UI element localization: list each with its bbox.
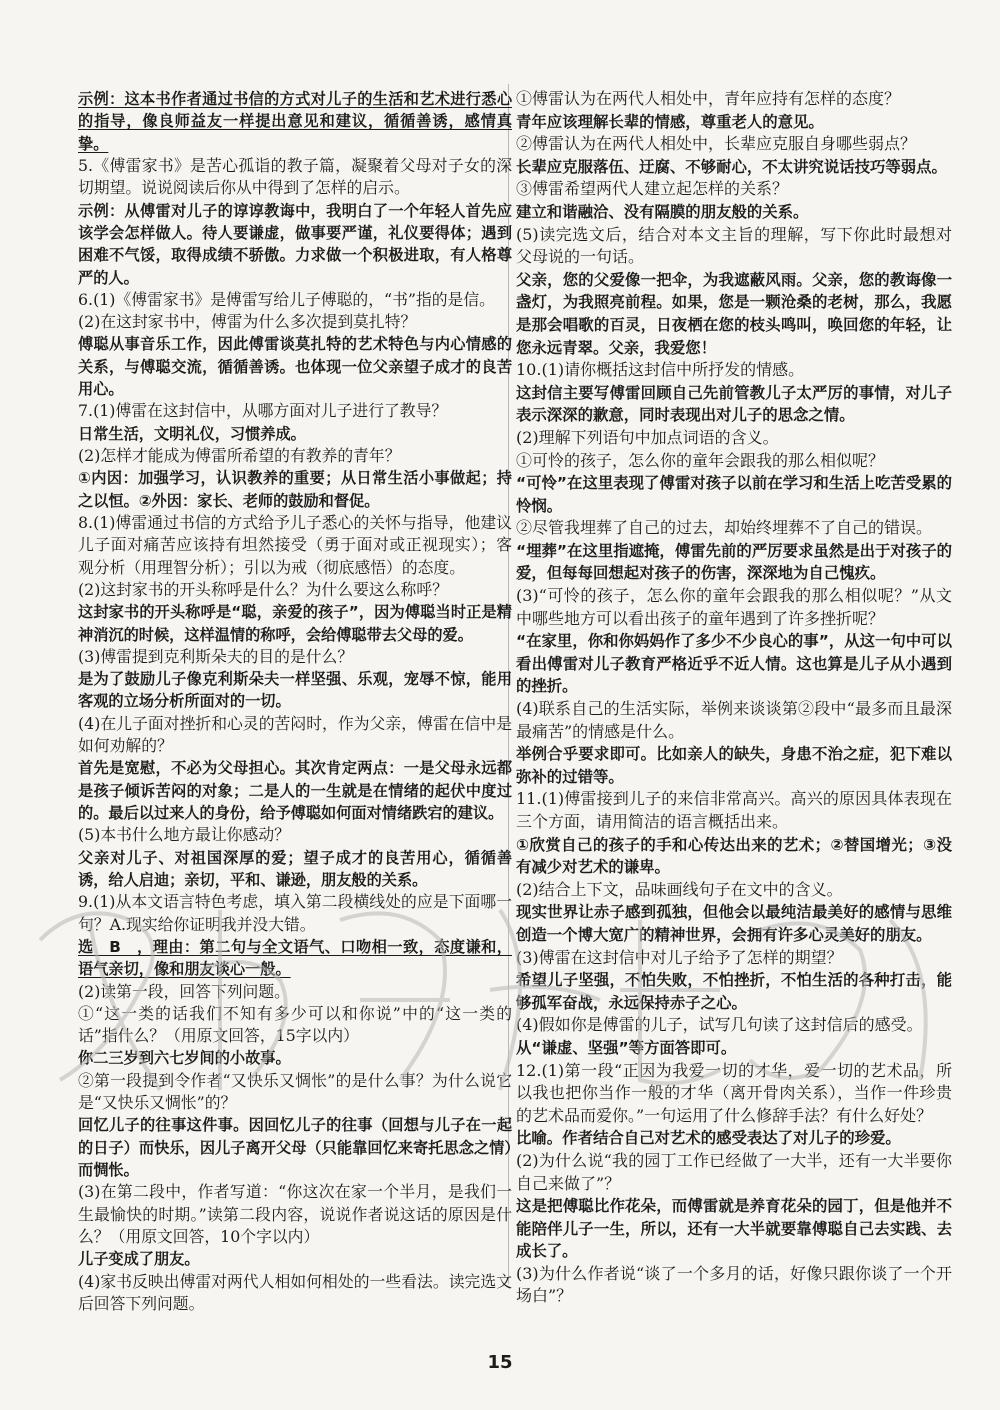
question-text: 11.(1)傅雷接到儿子的来信非常高兴。高兴的原因具体表现在三个方面，请用简洁的语言概括出来。 bbox=[516, 789, 952, 831]
question-text: (2)怎样才能成为傅雷所希望的有教养的青年？ bbox=[78, 446, 401, 465]
answer-text: 父亲，您的父爱像一把伞，为我遮蔽风雨。父亲，您的教诲像一盏灯，为我照亮前程。如果，您是一颗沧桑的老树，那么，我愿是那会唱歌的百灵，日夜栖在您的枝头鸣叫，唤回您的年轻，让您永远青翠。父亲，我爱您！ bbox=[516, 270, 952, 357]
question-text: (2)这封家书的开头称呼是什么？为什么要这么称呼？ bbox=[78, 579, 448, 599]
question-text: 9.(1)从本文语言特色考虑，填入第二段横线处的应是下面哪一句？A.现实给你证明我并没大错。 bbox=[78, 892, 512, 934]
answer-text: “可怜”在这里表现了傅雷对孩子以前在学习和生活上吃苦受累的怜悯。 bbox=[516, 474, 952, 515]
question-text: 12.(1)第一段“正因为我爱一切的才华，爱一切的艺术品，所以我也把你当作一般的才华（离开骨肉关系），当作一件珍贵的艺术品而爱你。”一句运用了什么修辞手法？有什么好处？ bbox=[516, 1060, 952, 1125]
answer-text: ①内因：加强学习，认识教养的重要；从日常生活小事做起；持之以恒。②外因：家长、老师的鼓励和督促。 bbox=[78, 469, 512, 510]
answer-text: 首先是宽慰，不必为父母担心。其次肯定两点：一是父母永远都是孩子倾诉苦闷的对象；二是人的一生就是在情绪的起伏中度过的。最后以过来人的身份，给予傅聪如何面对情绪跌宕的建议。 bbox=[78, 759, 512, 822]
question-text: (5)本书什么地方最让你感动？ bbox=[78, 825, 290, 845]
question-text: (4)在儿子面对挫折和心灵的苦闷时，作为父亲，傅雷在信中是如何劝解的？ bbox=[78, 713, 512, 756]
question-text: 10.(1)请你概括这封信中所抒发的情感。 bbox=[516, 360, 805, 380]
answer-text: 希望儿子坚强，不怕失败，不怕挫折，不怕生活的各种打击，能够孤军奋战，永远保持赤子之心。 bbox=[516, 971, 952, 1012]
answer-text: 你二三岁到六七岁间的小故事。 bbox=[78, 1049, 291, 1068]
answer-text: 长辈应克服落伍、迂腐、不够耐心，不太讲究说话技巧等弱点。 bbox=[516, 157, 947, 176]
question-text: ②尽管我埋葬了自己的过去，却始终埋葬不了自己的错误。 bbox=[516, 518, 933, 538]
answer-text: 这封信主要写傅雷回顾自己先前管教儿子太严厉的事情，对儿子表示深深的歉意，同时表现出对儿子的思念之情。 bbox=[516, 383, 952, 425]
question-text: (2)理解下列语句中加点词语的含义。 bbox=[516, 427, 779, 447]
question-text: (2)为什么说“我的园丁工作已经做了一大半，还有一大半要你自己来做了”？ bbox=[516, 1150, 952, 1193]
question-text: ③傅雷希望两代人建立起怎样的关系？ bbox=[516, 179, 789, 199]
question-text: (2)结合上下文，品味画线句子在文中的含义。 bbox=[516, 879, 843, 899]
answer-text: 比喻。作者结合自己对艺术的感受表达了对儿子的珍爱。 bbox=[516, 1129, 901, 1148]
question-text: (4)家书反映出傅雷对两代人相如何相处的一些看法。读完选文后回答下列问题。 bbox=[78, 1271, 512, 1313]
question-text: (3)为什么作者说“谈了一个多月的话，好像只跟你谈了一个开场白”？ bbox=[516, 1263, 952, 1306]
answer-text: “在家里，你和你妈妈作了多少不少良心的事”，从这一句中可以看出傅雷对儿子教育严格近乎不近人情。这也算是儿子从小遇到的挫折。 bbox=[516, 632, 952, 696]
answer-text: 父亲对儿子、对祖国深厚的爱；望子成才的良苦用心，循循善诱，给人启迪；亲切，平和、谦逊，朋友般的关系。 bbox=[78, 848, 512, 889]
question-text: 6.(1)《傅雷家书》是傅雷写给儿子傅聪的，“书”指的是信。 bbox=[78, 289, 495, 309]
answer-text: “埋葬”在这里指遮掩，傅雷先前的严厉要求虽然是出于对孩子的爱，但每每回想起对孩子的伤害，深深地为自己愧疚。 bbox=[516, 541, 952, 583]
answer-text: 举例合乎要求即可。比如亲人的缺失，身患不治之症，犯下难以弥补的过错等。 bbox=[516, 745, 952, 786]
question-text: (5)读完选文后，结合对本文主旨的理解，写下你此时最想对父母说的一句话。 bbox=[516, 224, 952, 267]
question-text: 8.(1)傅雷通过书信的方式给予儿子悉心的关怀与指导，他建议儿子面对痛苦应该持有坦然接受（勇于面对或正视现实）；客观分析（用理智分析）；引以为戒（彻底感悟）的态度。 bbox=[78, 512, 512, 577]
question-text: (3)“可怜的孩子，怎么你的童年会跟我的那么相似呢？”从文中哪些地方可以看出孩子的童年遇到了许多挫折呢？ bbox=[516, 586, 952, 628]
answer-text: 选 B ，理由：第二句与全文语气、口吻相一致，态度谦和，语气亲切，像和朋友谈心一般。 bbox=[78, 937, 512, 979]
answer-text: 示例：从傅雷对儿子的谆谆教诲中，我明白了一个年轻人首先应该学会怎样做人。待人要谦虚，做事要严谨，礼仪要得体；遇到困难不气馁，取得成绩不骄傲。力求做一个积极进取，有人格尊严的人。 bbox=[78, 201, 512, 287]
question-text: (4)假如你是傅雷的儿子，试写几句读了这封信后的感受。 bbox=[516, 1015, 923, 1035]
right-column bbox=[516, 88, 952, 1308]
question-text: ①可怜的孩子，怎么你的童年会跟我的那么相似呢？ bbox=[516, 450, 885, 470]
question-text: 5.《傅雷家书》是苦心孤诣的教子篇，凝聚着父母对子女的深切期望。说说阅读后你从中得到了怎样的启示。 bbox=[78, 155, 512, 198]
answer-text: 这是把傅聪比作花朵，而傅雷就是养育花朵的园丁，但是他并不能陪伴儿子一生，所以，还有一大半就要靠傅聪自己去实践、去成长了。 bbox=[516, 1197, 952, 1261]
left-column bbox=[78, 88, 512, 1315]
question-text: (4)联系自己的生活实际，举例来谈谈第②段中“最多而且最深最痛苦”的情感是什么。 bbox=[516, 699, 952, 741]
answer-text: 现实世界让赤子感到孤独，但他会以最纯洁最美好的感情与思维创造一个博大宽广的精神世界，会拥有许多心灵美好的朋友。 bbox=[516, 903, 952, 944]
question-text: (2)在这封家书中，傅雷为什么多次提到莫扎特？ bbox=[78, 312, 417, 332]
answer-text: 傅聪从事音乐工作，因此傅雷谈莫扎特的艺术特色与内心情感的关系，与傅聪交流，循循善诱。也体现一位父亲望子成才的良苦用心。 bbox=[78, 335, 512, 399]
question-text: (3)傅雷提到克利斯朵夫的目的是什么？ bbox=[78, 646, 354, 666]
answer-text: 这封家书的开头称呼是“聪，亲爱的孩子”，因为傅聪当时正是精神消沉的时候，这样温情的称呼，会给傅聪带去父母的爱。 bbox=[78, 603, 512, 644]
question-text: (3)傅雷在这封信中对儿子给予了怎样的期望？ bbox=[516, 947, 843, 967]
answer-text: 是为了鼓励儿子像克利斯朵夫一样坚强、乐观，宠辱不惊，能用客观的立场分析所面对的一切。 bbox=[78, 670, 512, 711]
answer-text: 示例：这本书作者通过书信的方式对儿子的生活和艺术进行悉心的指导，像良师益友一样提出意见和建议，循循善诱，感情真挚。 bbox=[78, 90, 512, 153]
answer-text: 日常生活，文明礼仪，习惯养成。 bbox=[78, 424, 306, 443]
answer-text: 儿子变成了朋友。 bbox=[78, 1250, 200, 1269]
question-text: ①“这一类的话我们不知有多少可以和你说”中的“这一类的话”指什么？（用原文回答，15字以内） bbox=[78, 1003, 512, 1046]
answer-text: 从“谦虚、坚强”等方面答即可。 bbox=[516, 1038, 737, 1057]
question-text: ②第一段提到令作者“又快乐又惆怅”的是什么事？为什么说它是“又快乐又惆怅”的？ bbox=[78, 1070, 512, 1113]
question-text: ②傅雷认为在两代人相处中，长辈应克服自身哪些弱点？ bbox=[516, 134, 917, 154]
page-number: 15 bbox=[487, 1352, 513, 1373]
question-text: 7.(1)傅雷在这封信中，从哪方面对儿子进行了教导？ bbox=[78, 401, 448, 421]
question-text: (3)在第二段中，作者写道：“你这次在家一个半月，是我们一生最愉快的时期。”读第二段内容，说说作者说这话的原因是什么？（用原文回答，10个字以内） bbox=[78, 1182, 512, 1246]
question-text: (2)读第一段，回答下列问题。 bbox=[78, 981, 290, 1001]
question-text: ①傅雷认为在两代人相处中，青年应持有怎样的态度？ bbox=[516, 89, 901, 108]
answer-text: 青年应该理解长辈的情感，尊重老人的意见。 bbox=[516, 112, 824, 131]
answer-text: ①欣赏自己的孩子的手和心传达出来的艺术；②替国增光；③没有减少对艺术的谦卑。 bbox=[516, 835, 952, 877]
answer-text: 回忆儿子的往事这件事。因回忆儿子的往事（回想与儿子在一起的日子）而快乐，因儿子离开父母（只能靠回忆来寄托思念之情）而惆怅。 bbox=[78, 1116, 512, 1179]
answer-text: 建立和谐融洽、没有隔膜的朋友般的关系。 bbox=[516, 202, 809, 221]
